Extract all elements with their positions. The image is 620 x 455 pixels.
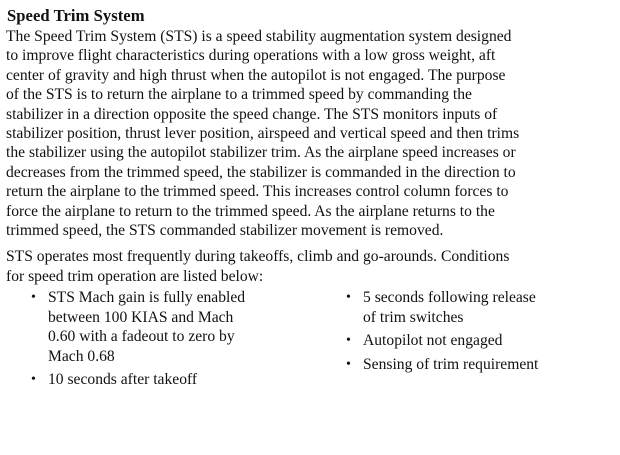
list-item-line: of trim switches bbox=[363, 308, 464, 326]
list-item-line: STS Mach gain is fully enabled bbox=[48, 289, 246, 307]
paragraph-line: force the airplane to return to the trimmed speed. As the airplane returns to the bbox=[6, 202, 495, 220]
list-item bbox=[28, 370, 328, 389]
list-item-line: Sensing of trim requirement bbox=[363, 355, 539, 373]
bullet-icon: • bbox=[346, 356, 351, 372]
bullet-icon: • bbox=[31, 371, 36, 387]
conditions-column-right bbox=[343, 288, 620, 374]
paragraph-line: for speed trim operation are listed below: bbox=[6, 267, 264, 285]
list-item bbox=[343, 355, 620, 374]
sts-description-paragraph bbox=[6, 27, 618, 240]
paragraph-line: to improve flight characteristics during operations with a low gross weight, aft bbox=[6, 47, 496, 65]
section-heading: Speed Trim System bbox=[7, 6, 145, 25]
paragraph-line: return the airplane to the trimmed speed. This increases control column forces to bbox=[6, 183, 509, 201]
paragraph-line: stabilizer in a direction opposite the speed change. The STS monitors inputs of bbox=[6, 105, 498, 123]
list-item-line: between 100 KIAS and Mach bbox=[48, 308, 234, 326]
list-item-line: 5 seconds following release bbox=[363, 289, 536, 307]
bullet-icon: • bbox=[31, 290, 36, 306]
list-item-line: 10 seconds after takeoff bbox=[48, 370, 198, 388]
paragraph-line: of the STS is to return the airplane to a trimmed speed by commanding the bbox=[6, 86, 472, 104]
paragraph-line: trimmed speed, the STS commanded stabilizer movement is removed. bbox=[6, 222, 444, 240]
paragraph-line: The Speed Trim System (STS) is a speed stability augmentation system designed bbox=[6, 28, 512, 45]
sts-operation-paragraph bbox=[6, 247, 618, 286]
paragraph-line: stabilizer position, thrust lever position, airspeed and vertical speed and then trims bbox=[6, 125, 520, 143]
list-item-line: Autopilot not engaged bbox=[363, 332, 503, 350]
list-item-line: Mach 0.68 bbox=[48, 347, 115, 365]
paragraph-line: the stabilizer using the autopilot stabilizer trim. As the airplane speed increases or bbox=[6, 144, 516, 162]
bullet-icon: • bbox=[346, 333, 351, 349]
list-item bbox=[28, 288, 328, 366]
bullet-icon: • bbox=[346, 290, 351, 306]
list-item bbox=[343, 288, 620, 327]
list-item bbox=[343, 331, 620, 350]
paragraph-line: decreases from the trimmed speed, the stabilizer is commanded in the direction to bbox=[6, 163, 516, 181]
paragraph-line: center of gravity and high thrust when the autopilot is not engaged. The purpose bbox=[6, 66, 506, 84]
paragraph-line: STS operates most frequently during takeoffs, climb and go-arounds. Conditions bbox=[6, 248, 510, 266]
conditions-column-left bbox=[28, 288, 328, 389]
list-item-line: 0.60 with a fadeout to zero by bbox=[48, 328, 235, 346]
conditions-list bbox=[6, 288, 614, 408]
